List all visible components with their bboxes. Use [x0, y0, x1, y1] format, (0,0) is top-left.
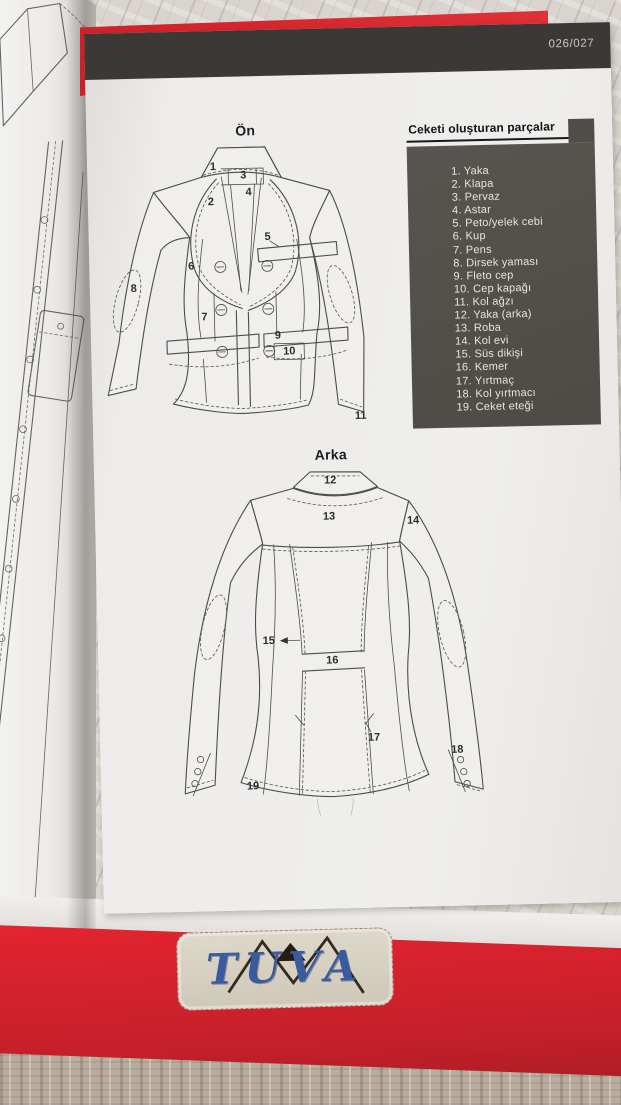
callout-11: 11	[354, 409, 367, 422]
callout-1: 1	[209, 161, 217, 174]
callout-4: 4	[245, 186, 252, 199]
part-item: 16. Kemer	[455, 360, 509, 375]
callout-17: 17	[367, 731, 381, 744]
callout-14: 14	[406, 514, 420, 527]
callout-9: 9	[274, 329, 282, 342]
tuva-cover-label	[176, 927, 394, 1011]
jacket-front-diagram	[96, 127, 413, 464]
part-item: 10. Cep kapağı	[453, 281, 532, 296]
part-item: 17. Yırtmaç	[455, 373, 515, 388]
callout-13: 13	[322, 510, 336, 523]
parts-list	[407, 142, 601, 415]
part-item: 5. Peto/yelek cebi	[452, 216, 543, 231]
callout-16: 16	[326, 654, 339, 667]
callout-6: 6	[188, 260, 195, 273]
callout-19: 19	[246, 780, 260, 793]
part-item: 18. Kol yırtmacı	[456, 386, 537, 401]
part-item: 6. Kup	[452, 230, 486, 244]
part-item: 15. Süs dikişi	[455, 347, 524, 361]
back-view-label: Arka	[314, 446, 348, 463]
part-item: 9. Fleto cep	[453, 269, 514, 283]
page-number: 026/027	[548, 37, 595, 51]
callout-8: 8	[130, 282, 137, 296]
parts-panel-box	[407, 142, 601, 428]
tuva-logo-text: TUVA	[205, 940, 365, 995]
callout-2: 2	[207, 196, 215, 209]
jacket-back-diagram	[160, 453, 498, 820]
part-item: 12. Yaka (arka)	[454, 307, 532, 322]
callout-18: 18	[451, 743, 464, 756]
part-item: 8. Dirsek yaması	[453, 255, 539, 270]
part-item: 1. Yaka	[451, 164, 490, 178]
front-jacket-outline	[103, 145, 366, 418]
part-item: 7. Pens	[452, 243, 492, 257]
callout-12: 12	[323, 474, 337, 487]
callout-10: 10	[282, 345, 296, 358]
part-item: 19. Ceket eteği	[456, 399, 534, 414]
part-item: 3. Pervaz	[451, 190, 501, 204]
part-item: 2. Klapa	[451, 177, 494, 191]
part-item: 11. Kol ağzı	[454, 295, 514, 309]
parts-panel-title: Ceketi oluşturan parçalar	[406, 117, 568, 143]
callout-3: 3	[240, 169, 247, 182]
front-view-label: Ön	[235, 122, 256, 139]
part-item: 4. Astar	[451, 204, 492, 217]
callout-15: 15	[262, 634, 276, 648]
book-page	[84, 22, 621, 914]
callout-5: 5	[264, 230, 271, 243]
callout-7: 7	[201, 311, 208, 324]
shirt-collar	[0, 0, 70, 128]
parts-panel	[406, 116, 601, 428]
part-item: 14. Kol evi	[454, 334, 509, 348]
figure-hint-lines	[317, 798, 353, 816]
part-item: 13. Roba	[454, 321, 502, 335]
